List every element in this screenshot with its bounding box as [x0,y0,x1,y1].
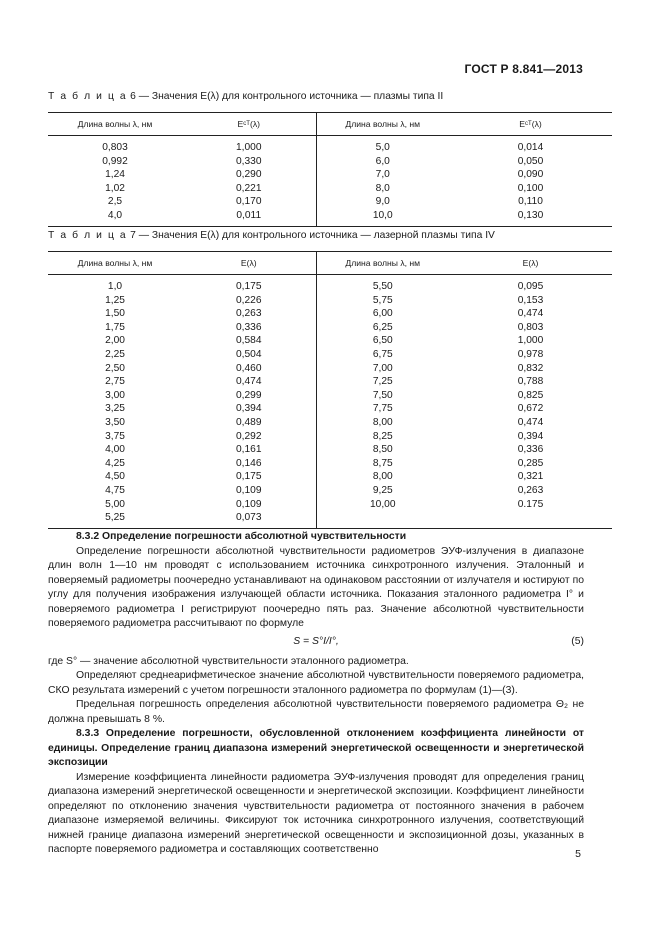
column-header: Eᶜᵀ(λ) [182,113,316,136]
table-cell: 5,0 [375,142,390,153]
table-cell [449,511,612,528]
table-cell: 0,153 [517,294,544,306]
table-cell: 8,50 [372,444,393,456]
table6-label: Т а б л и ц а [48,91,128,102]
table-row [48,402,612,416]
table-cell: 0,095 [517,281,544,292]
table-cell: 8,25 [372,430,393,442]
table-cell: 7,50 [372,389,393,401]
table-cell: 2,25 [105,348,125,360]
table-cell: 0,263 [182,307,316,321]
column-header: E(λ) [182,252,316,275]
column-header: Длина волны λ, нм [48,252,182,275]
table-cell: 0,992 [102,155,128,167]
table-row [48,416,612,430]
table-cell: 1,0 [107,281,123,292]
table6-header-row [48,113,612,136]
table-cell: 5,00 [105,498,125,510]
table-row [48,136,612,155]
table-cell: 4,25 [105,457,125,469]
table-cell: 0,394 [517,430,544,442]
table-row [48,209,612,226]
table-cell: 7,75 [372,403,393,415]
section-8-3-2-paragraph-2: Определяют среднеарифметическое значение абсолютной чувствительности поверяемого радиометра, СКО результата измерений с учетом погрешности эталонного радиометра по формулам (1)—(3). [48,670,584,696]
table-cell: 0,110 [518,196,543,208]
table-cell: 0,474 [517,308,544,320]
table-cell: 0,832 [517,362,544,374]
table-cell: 0,330 [182,155,316,169]
table-cell: 0,504 [182,348,316,362]
table-cell [316,511,449,528]
table-cell: 0,489 [182,416,316,430]
table-cell: 4,50 [105,471,125,483]
table-cell: 0,321 [517,471,544,483]
table-cell: 3,25 [105,403,125,415]
table-cell: 10,00 [370,498,396,510]
table-cell: 6,00 [372,308,393,320]
table-cell: 8,00 [372,416,393,428]
table-cell: 3,50 [105,416,125,428]
table-cell: 0,263 [517,484,544,496]
table-cell: 1,25 [105,294,125,306]
table-cell: 0,474 [182,375,316,389]
table-cell: 0,170 [182,195,316,209]
table-row [48,168,612,182]
section-8-3-2-paragraph-1: Определение погрешности абсолютной чувствительности радиометров ЭУФ-излучения в диапазоне длин волн 1—10 нм проводят с использованием источника синхротронного излучения. Эталонный и поверяемый радиометры поочередно устанавливают на одинаковом расстоянии от излучателя и юстируют по углу для получения изображения излучающей области источника. Показания эталонного радиометра I° и поверяемого радиометра I регистрируют поочередно пять раз. Значение абсолютной чувствительности поверяемого радиометра рассчитывают по формуле [48,545,584,629]
section-8-3-3-title: 8.3.3 Определение погрешности, обусловленной отклонением коэффициента линейности от единицы. Определение границ диапазона измерений энергетической освещенности и энергетической экспозиции [48,728,584,768]
table-cell: 8,0 [375,182,390,194]
table-cell: 8,00 [372,471,393,483]
table-cell: 4,75 [105,484,125,496]
table-cell: 0.175 [517,498,544,510]
table-cell: 0,109 [182,484,316,498]
table-row [48,307,612,321]
table-cell: 9,25 [372,484,393,496]
table7-label: Т а б л и ц а [48,230,128,241]
table-cell: 0,803 [102,142,128,153]
table-cell: 5,25 [48,511,182,528]
table-row [48,321,612,335]
document-id: ГОСТ Р 8.841—2013 [464,62,583,76]
table-cell: 0,978 [517,348,544,360]
table-row [48,348,612,362]
table-row [48,375,612,389]
table-row [48,457,612,471]
table-cell: 6,75 [372,348,393,360]
table-cell: 1,000 [182,136,316,155]
table-row [48,294,612,308]
table-cell: 4,00 [105,444,125,456]
table-cell: 6,0 [375,155,390,167]
table-cell: 5,50 [372,281,393,292]
table-cell: 4,0 [48,209,182,226]
table-cell: 6,50 [372,335,393,347]
table-row [48,430,612,444]
table-row [48,389,612,403]
table-cell: 0,290 [182,168,316,182]
formula-number: (5) [571,635,584,647]
table-cell: 0,109 [182,498,316,512]
formula-5 [48,635,584,651]
table-cell: 10,0 [316,209,449,226]
section-8-3-3-paragraph-1: Измерение коэффициента линейности радиометра ЭУФ-излучения проводят для определения границ диапазона измерений энергетической освещенности и энергетической экспозиции. Коэффициент линейности определяют по отклонению значения чувствительности радиометра от постоянного значения в рабочем диапазоне измеряемой величины. Фиксируют ток источника синхротронного излучения, соответствующий нижней границе диапазона измерений энергетической освещенности и экспозиционной дозы, указанных в паспорте поверяемого радиометра и составляющих соответственно [48,771,584,855]
table-row [48,334,612,348]
table-row [48,182,612,196]
column-header: Eᶜᵀ(λ) [449,113,612,136]
table-cell: 7,00 [372,362,393,374]
table-cell: 0,474 [517,416,544,428]
table-row [48,195,612,209]
table-cell: 0,584 [182,334,316,348]
column-header: E(λ) [449,252,612,275]
table-cell: 0,130 [449,209,612,226]
table-cell: 0,161 [182,443,316,457]
table-cell: 0,285 [517,457,544,469]
table-cell: 0,090 [517,169,544,181]
table-row [48,511,612,528]
table-cell: 2,00 [105,335,125,347]
section-8-3-2-title: 8.3.2 Определение погрешности абсолютной чувствительности [76,531,407,542]
table-cell: 1,000 [517,335,544,347]
table6-title: 6 — Значения E(λ) для контрольного источника — плазмы типа II [130,91,444,102]
table7-caption [48,230,495,241]
column-header: Длина волны λ, нм [316,252,449,275]
table-row [48,498,612,512]
table-cell: 0,221 [182,182,316,196]
table-cell: 6,25 [372,321,393,333]
page-number: 5 [575,848,581,860]
table-row [48,484,612,498]
table-cell: 3,00 [105,389,125,401]
table-cell: 2,5 [107,196,123,208]
table-6 [48,112,612,227]
table-cell: 0,175 [182,470,316,484]
table-cell: 9,0 [375,196,390,208]
table-cell: 2,50 [105,362,125,374]
table-row [48,275,612,294]
table-row [48,155,612,169]
formula-text: S = S°I/I°, [293,635,339,647]
table6-caption [48,91,443,102]
table7-header-row [48,252,612,275]
main-text [48,530,584,858]
table-cell: 0,050 [517,155,544,167]
table-cell: 1,24 [105,169,125,181]
table-cell: 7,25 [372,376,393,388]
table-cell: 0,394 [182,402,316,416]
formula-where: где S° — значение абсолютной чувствительности эталонного радиометра. [48,655,409,667]
table-cell: 0,014 [517,142,544,153]
table-cell: 0,226 [182,294,316,308]
table7-title: 7 — Значения E(λ) для контрольного источника — лазерной плазмы типа IV [130,230,495,241]
table-cell: 2,75 [105,376,125,388]
column-header: Длина волны λ, нм [48,113,182,136]
table-row [48,470,612,484]
table-row [48,362,612,376]
table-cell: 0,146 [182,457,316,471]
table-cell: 0,788 [517,376,544,388]
table-cell: 1,02 [105,182,125,194]
table-cell: 1,50 [105,308,125,320]
table-cell: 3,75 [105,430,125,442]
table-cell: 8,75 [372,457,393,469]
table-cell: 0,803 [517,321,544,333]
section-8-3-2-paragraph-3: Предельная погрешность определения абсолютной чувствительности поверяемого радиометра Θ₂ не должна превышать 8 %. [48,699,584,725]
table-cell: 0,299 [182,389,316,403]
table-cell: 7,0 [375,169,390,181]
table-7 [48,251,612,529]
table-cell: 0,073 [182,511,316,528]
table-cell: 0,336 [182,321,316,335]
table-cell: 5,75 [372,294,393,306]
table-cell: 0,825 [517,389,544,401]
table-cell: 0,336 [517,444,544,456]
column-header: Длина волны λ, нм [316,113,449,136]
table-cell: 0,460 [182,362,316,376]
table-cell: 0,011 [182,209,316,226]
table-cell: 1,75 [105,321,125,333]
table-row [48,443,612,457]
table-cell: 0,100 [517,182,544,194]
table-cell: 0,672 [517,403,544,415]
table-cell: 0,175 [182,275,316,294]
table-cell: 0,292 [182,430,316,444]
